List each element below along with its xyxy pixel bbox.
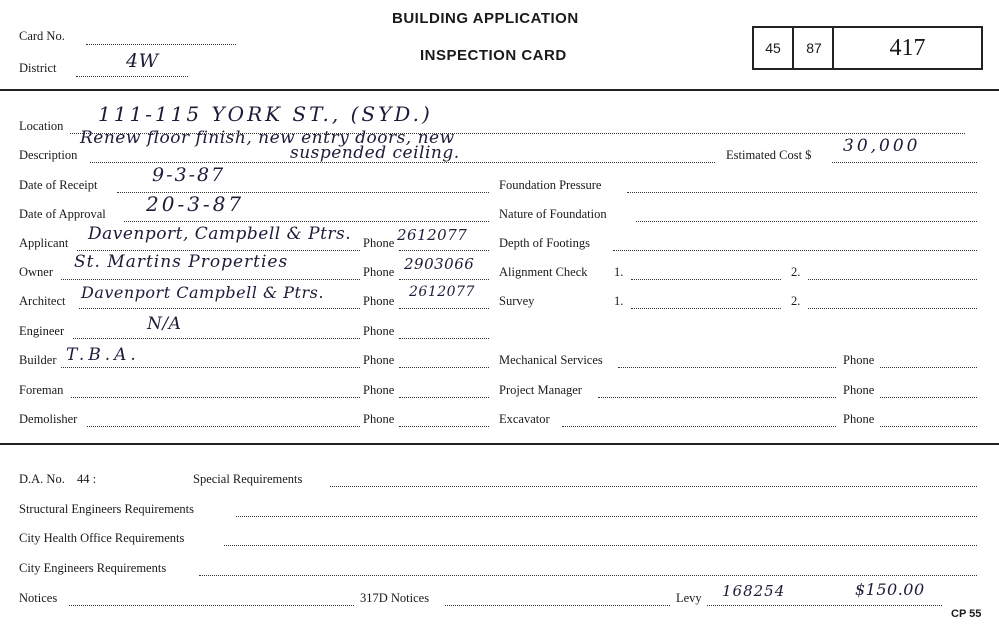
- depth-footings-label: Depth of Footings: [499, 236, 590, 250]
- owner-phone-label: Phone: [363, 265, 395, 279]
- da-no-label: D.A. No.: [19, 472, 65, 486]
- applicant-phone-label: Phone: [363, 236, 395, 250]
- da-no-value: 44 :: [77, 472, 97, 486]
- foreman-phone-label: Phone: [363, 383, 395, 397]
- alignment-check-label: Alignment Check: [499, 265, 588, 279]
- excavator-label: Excavator: [499, 412, 550, 426]
- architect-field[interactable]: [79, 308, 360, 309]
- health-office-field[interactable]: [224, 545, 977, 546]
- demolisher-phone-field[interactable]: [399, 426, 489, 427]
- applicant-label: Applicant: [19, 236, 69, 250]
- date-receipt-label: Date of Receipt: [19, 178, 98, 192]
- health-office-label: City Health Office Requirements: [19, 531, 185, 545]
- form-title-line2: INSPECTION CARD: [420, 47, 567, 64]
- structural-requirements-label: Structural Engineers Requirements: [19, 502, 194, 516]
- survey-label: Survey: [499, 294, 535, 308]
- applicant-phone-value: 2612077: [397, 226, 468, 244]
- levy-field[interactable]: [707, 605, 942, 606]
- survey-num-2: 2.: [791, 294, 801, 308]
- alignment-field-1[interactable]: [631, 279, 781, 280]
- card-no-label: Card No.: [19, 29, 65, 43]
- alignment-num-2: 2.: [791, 265, 801, 279]
- project-manager-phone-label: Phone: [843, 383, 875, 397]
- location-label: Location: [19, 119, 64, 133]
- survey-num-1: 1.: [614, 294, 624, 308]
- bottom-rule: [0, 443, 999, 445]
- city-engineers-field[interactable]: [199, 575, 977, 576]
- location-value: 111-115 YORK ST., (SYD.): [98, 102, 433, 126]
- demolisher-label: Demolisher: [19, 412, 78, 426]
- date-receipt-value: 9-3-87: [152, 164, 226, 186]
- project-manager-phone-field[interactable]: [880, 397, 977, 398]
- mechanical-phone-label: Phone: [843, 353, 875, 367]
- estimated-cost-field[interactable]: [832, 162, 977, 163]
- special-requirements-field[interactable]: [330, 486, 977, 487]
- mechanical-services-label: Mechanical Services: [499, 353, 603, 367]
- top-rule: [0, 89, 999, 91]
- description-label: Description: [19, 148, 78, 162]
- foundation-pressure-field[interactable]: [627, 192, 977, 193]
- description-line1: Renew floor finish, new entry doors, new: [80, 128, 455, 148]
- date-approval-field[interactable]: [124, 221, 489, 222]
- district-value: 4W: [126, 50, 159, 72]
- alignment-num-1: 1.: [614, 265, 624, 279]
- district-label: District: [19, 61, 57, 75]
- foundation-pressure-label: Foundation Pressure: [499, 178, 602, 192]
- notices-317d-label: 317D Notices: [360, 591, 430, 605]
- applicant-value: Davenport, Campbell & Ptrs.: [88, 224, 352, 244]
- district-field[interactable]: [76, 76, 188, 77]
- estimated-cost-label: Estimated Cost $: [726, 148, 812, 162]
- owner-value: St. Martins Properties: [74, 252, 289, 272]
- builder-label: Builder: [19, 353, 57, 367]
- card-number-box: [752, 26, 983, 70]
- engineer-field[interactable]: [73, 338, 360, 339]
- builder-phone-label: Phone: [363, 353, 395, 367]
- card-no-field[interactable]: [86, 44, 236, 45]
- owner-field[interactable]: [61, 279, 360, 280]
- city-engineers-label: City Engineers Requirements: [19, 561, 167, 575]
- foreman-label: Foreman: [19, 383, 64, 397]
- engineer-value: N/A: [147, 314, 182, 334]
- builder-value: T.B.A.: [66, 345, 140, 365]
- foreman-phone-field[interactable]: [399, 397, 489, 398]
- demolisher-field[interactable]: [87, 426, 360, 427]
- nature-foundation-label: Nature of Foundation: [499, 207, 607, 221]
- form-title-line1: BUILDING APPLICATION: [392, 10, 579, 27]
- owner-phone-value: 2903066: [404, 255, 475, 273]
- architect-phone-value: 2612077: [409, 284, 475, 300]
- applicant-phone-field[interactable]: [399, 250, 489, 251]
- engineer-label: Engineer: [19, 324, 65, 338]
- special-requirements-label: Special Requirements: [193, 472, 303, 486]
- levy-label: Levy: [676, 591, 702, 605]
- engineer-phone-field[interactable]: [399, 338, 489, 339]
- form-code: CP 55: [951, 608, 982, 620]
- notices-label: Notices: [19, 591, 58, 605]
- builder-phone-field[interactable]: [399, 367, 489, 368]
- card-number-box-main: 417: [832, 28, 981, 68]
- card-number-box-b: 87: [792, 28, 834, 68]
- survey-field-2[interactable]: [808, 308, 977, 309]
- architect-phone-label: Phone: [363, 294, 395, 308]
- alignment-field-2[interactable]: [808, 279, 977, 280]
- demolisher-phone-label: Phone: [363, 412, 395, 426]
- nature-foundation-field[interactable]: [636, 221, 977, 222]
- levy-amount: $150.00: [855, 580, 925, 599]
- notices-317d-field[interactable]: [445, 605, 670, 606]
- depth-footings-field[interactable]: [613, 250, 977, 251]
- description-line2: suspended ceiling.: [290, 143, 460, 163]
- card-number-box-a: 45: [765, 40, 781, 56]
- owner-phone-field[interactable]: [399, 279, 489, 280]
- excavator-phone-label: Phone: [843, 412, 875, 426]
- project-manager-label: Project Manager: [499, 383, 582, 397]
- builder-field[interactable]: [61, 367, 360, 368]
- architect-value: Davenport Campbell & Ptrs.: [81, 283, 324, 302]
- excavator-field[interactable]: [562, 426, 836, 427]
- architect-phone-field[interactable]: [399, 308, 489, 309]
- mechanical-phone-field[interactable]: [880, 367, 977, 368]
- notices-field[interactable]: [69, 605, 354, 606]
- mechanical-services-field[interactable]: [618, 367, 836, 368]
- levy-value: 168254: [722, 582, 786, 600]
- structural-requirements-field[interactable]: [236, 516, 977, 517]
- excavator-phone-field[interactable]: [880, 426, 977, 427]
- foreman-field[interactable]: [71, 397, 360, 398]
- date-approval-label: Date of Approval: [19, 207, 106, 221]
- owner-label: Owner: [19, 265, 54, 279]
- architect-label: Architect: [19, 294, 66, 308]
- survey-field-1[interactable]: [631, 308, 781, 309]
- applicant-field[interactable]: [77, 250, 360, 251]
- engineer-phone-label: Phone: [363, 324, 395, 338]
- date-approval-value: 20-3-87: [146, 192, 245, 216]
- project-manager-field[interactable]: [598, 397, 836, 398]
- estimated-cost-value: 30,000: [843, 136, 921, 156]
